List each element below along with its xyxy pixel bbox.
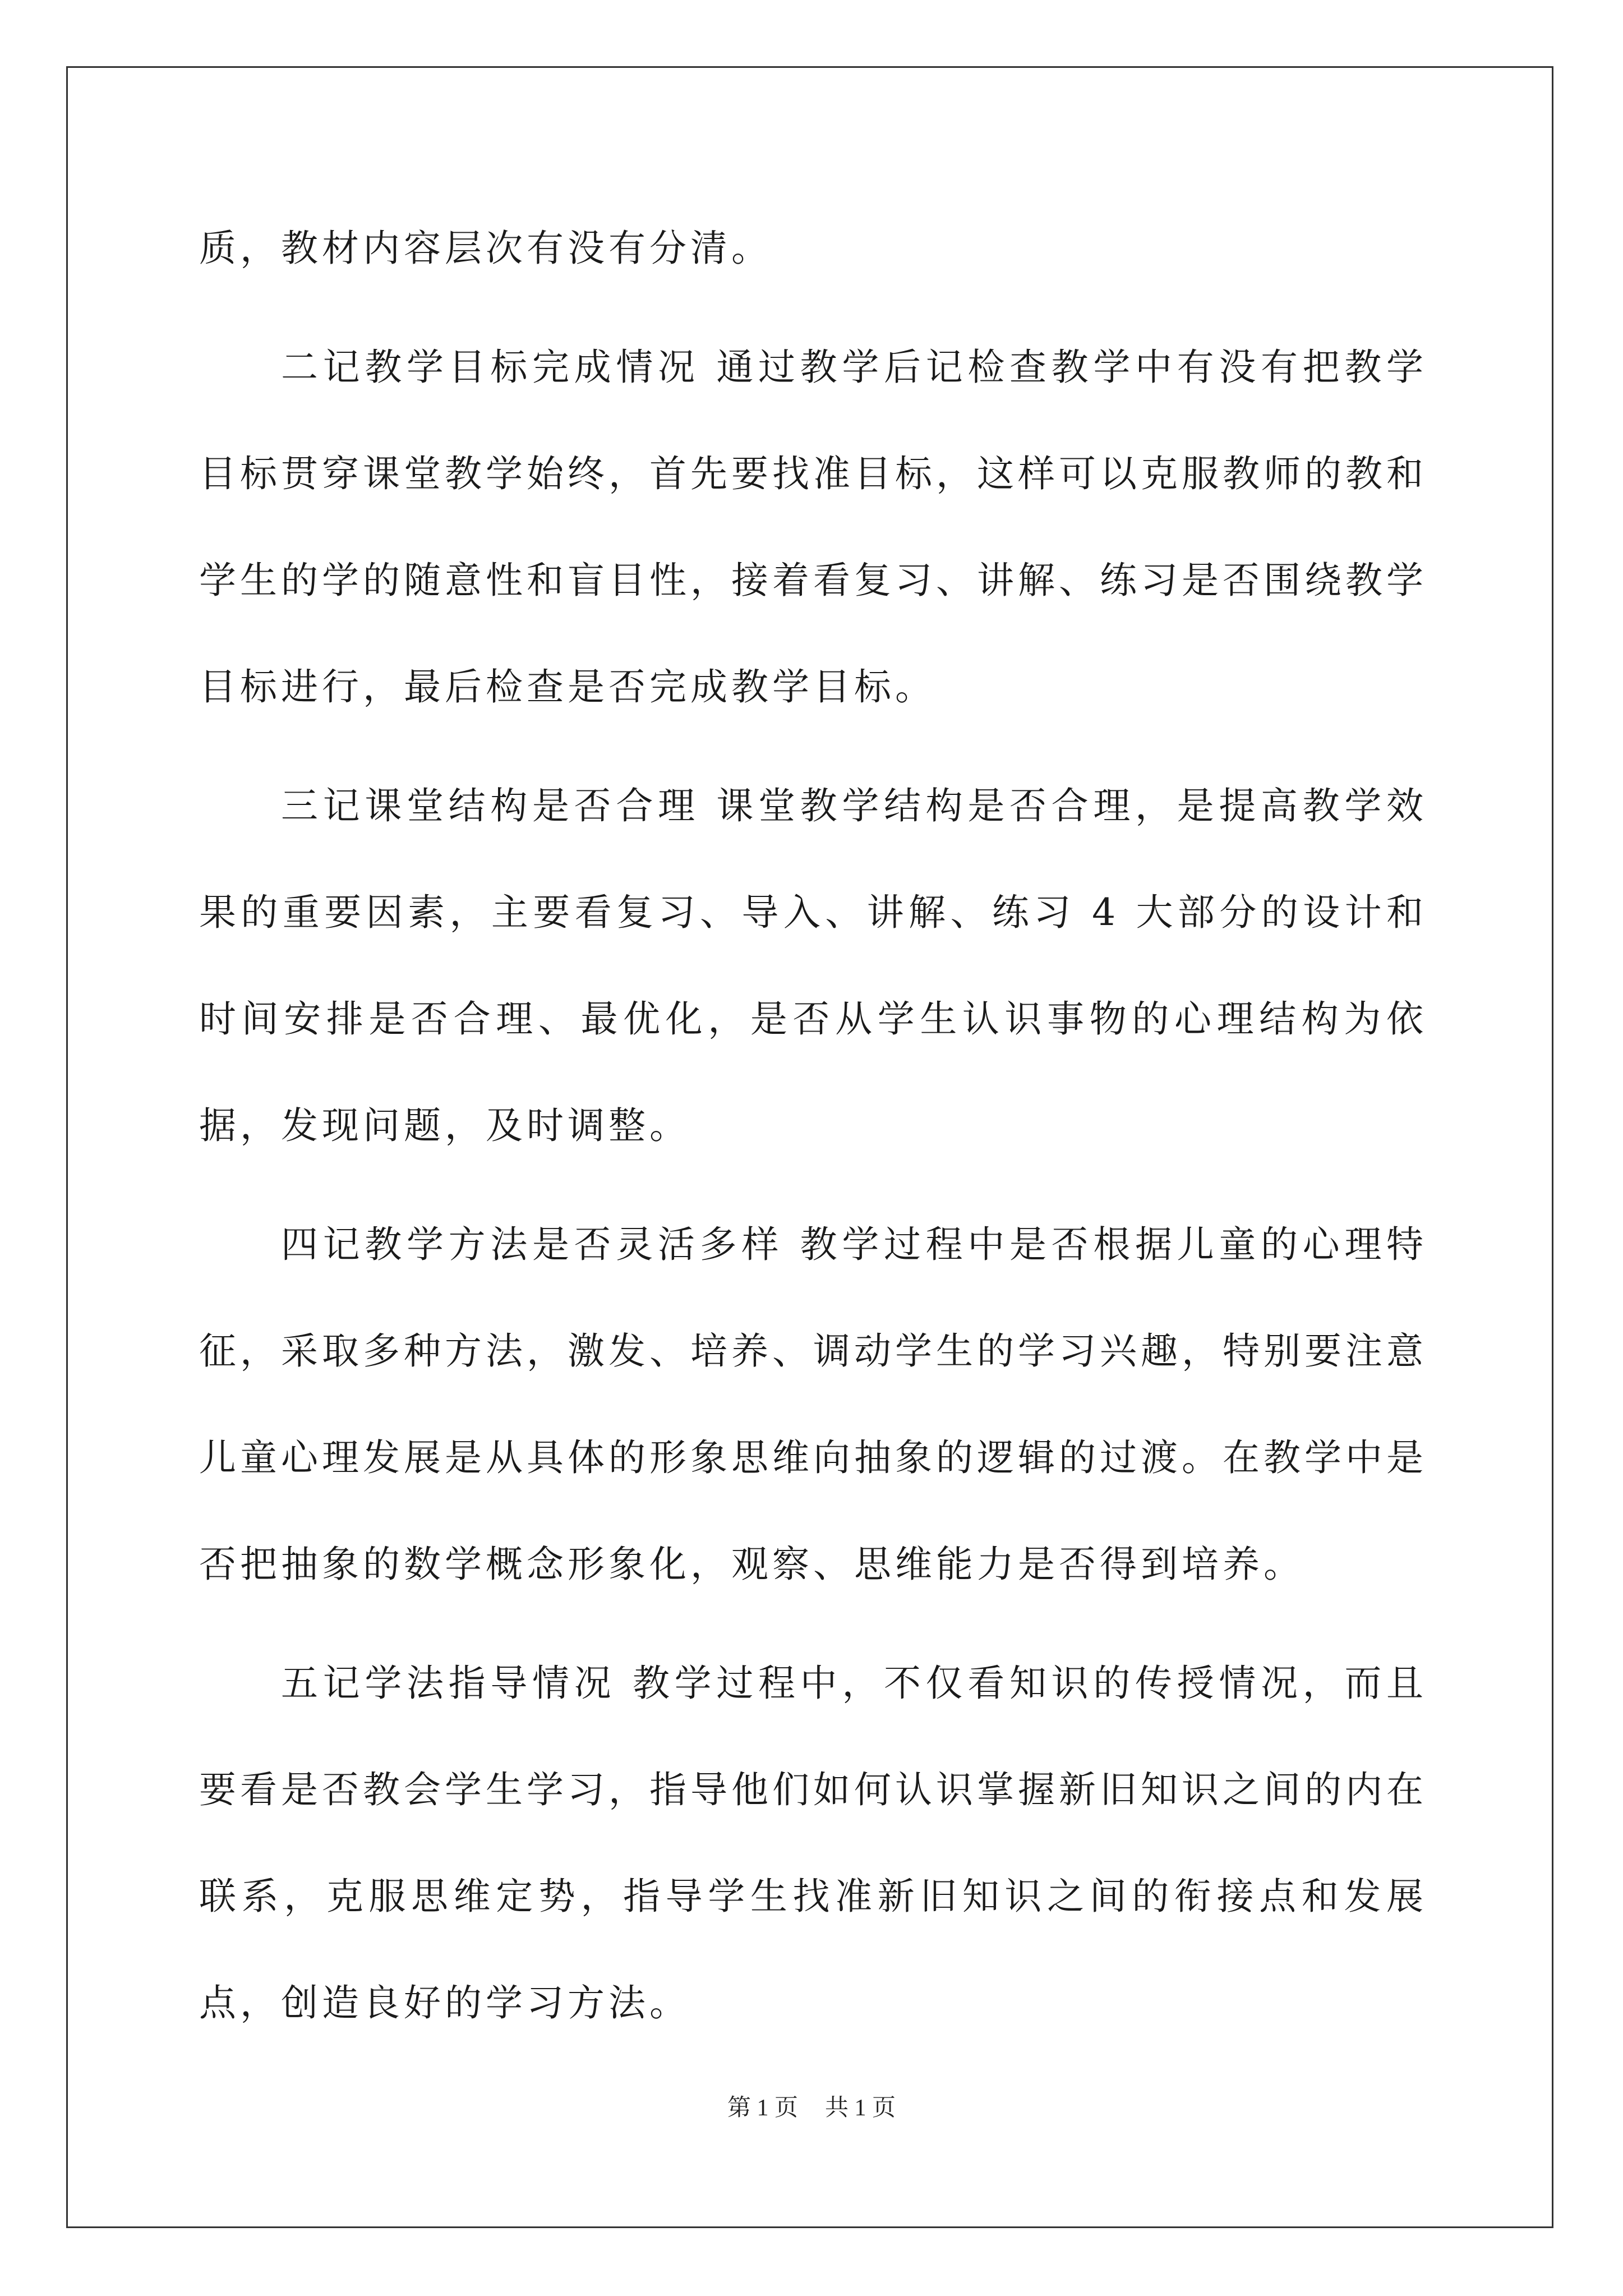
paragraph-continuation: 质，教材内容层次有没有分清。 — [199, 227, 772, 270]
paragraph-teaching-methods: 四记教学方法是否灵活多样 教学过程中是否根据儿童的心理特征，采取多种方法，激发、培养、调动学生的学习兴趣，特别要注意儿童心理发展是从具体的形象思维向抽象的逻辑的过渡。在教学中是否把抽象的数学概念形象化，观察、思维能力是否得到培养。 — [199, 1223, 1427, 1586]
page-total: 共 1 页 — [825, 2095, 896, 2121]
page-footer — [0, 2091, 1623, 2125]
document-body — [199, 195, 1427, 2056]
paragraph-learning-guidance: 五记学法指导情况 教学过程中，不仅看知识的传授情况，而且要看是否教会学生学习，指导他们如何认识掌握新旧知识之间的内在联系，克服思维定势，指导学生找准新旧知识之间的衔接点和发展点，创造良好的学习方法。 — [199, 1662, 1427, 2024]
paragraph-class-structure: 三记课堂结构是否合理 课堂教学结构是否合理，是提高教学效果的重要因素，主要看复习、导入、讲解、练习 4 大部分的设计和时间安排是否合理、最优化，是否从学生认识事物的心理结构为依据，发现问题，及时调整。 — [199, 784, 1427, 1147]
paragraph-teaching-goals: 二记教学目标完成情况 通过教学后记检查教学中有没有把教学目标贯穿课堂教学始终，首先要找准目标，这样可以克服教师的教和学生的学的随意性和盲目性，接着看复习、讲解、练习是否围绕教学目标进行，最后检查是否完成教学目标。 — [199, 346, 1427, 708]
page-number: 第 1 页 — [727, 2095, 798, 2121]
